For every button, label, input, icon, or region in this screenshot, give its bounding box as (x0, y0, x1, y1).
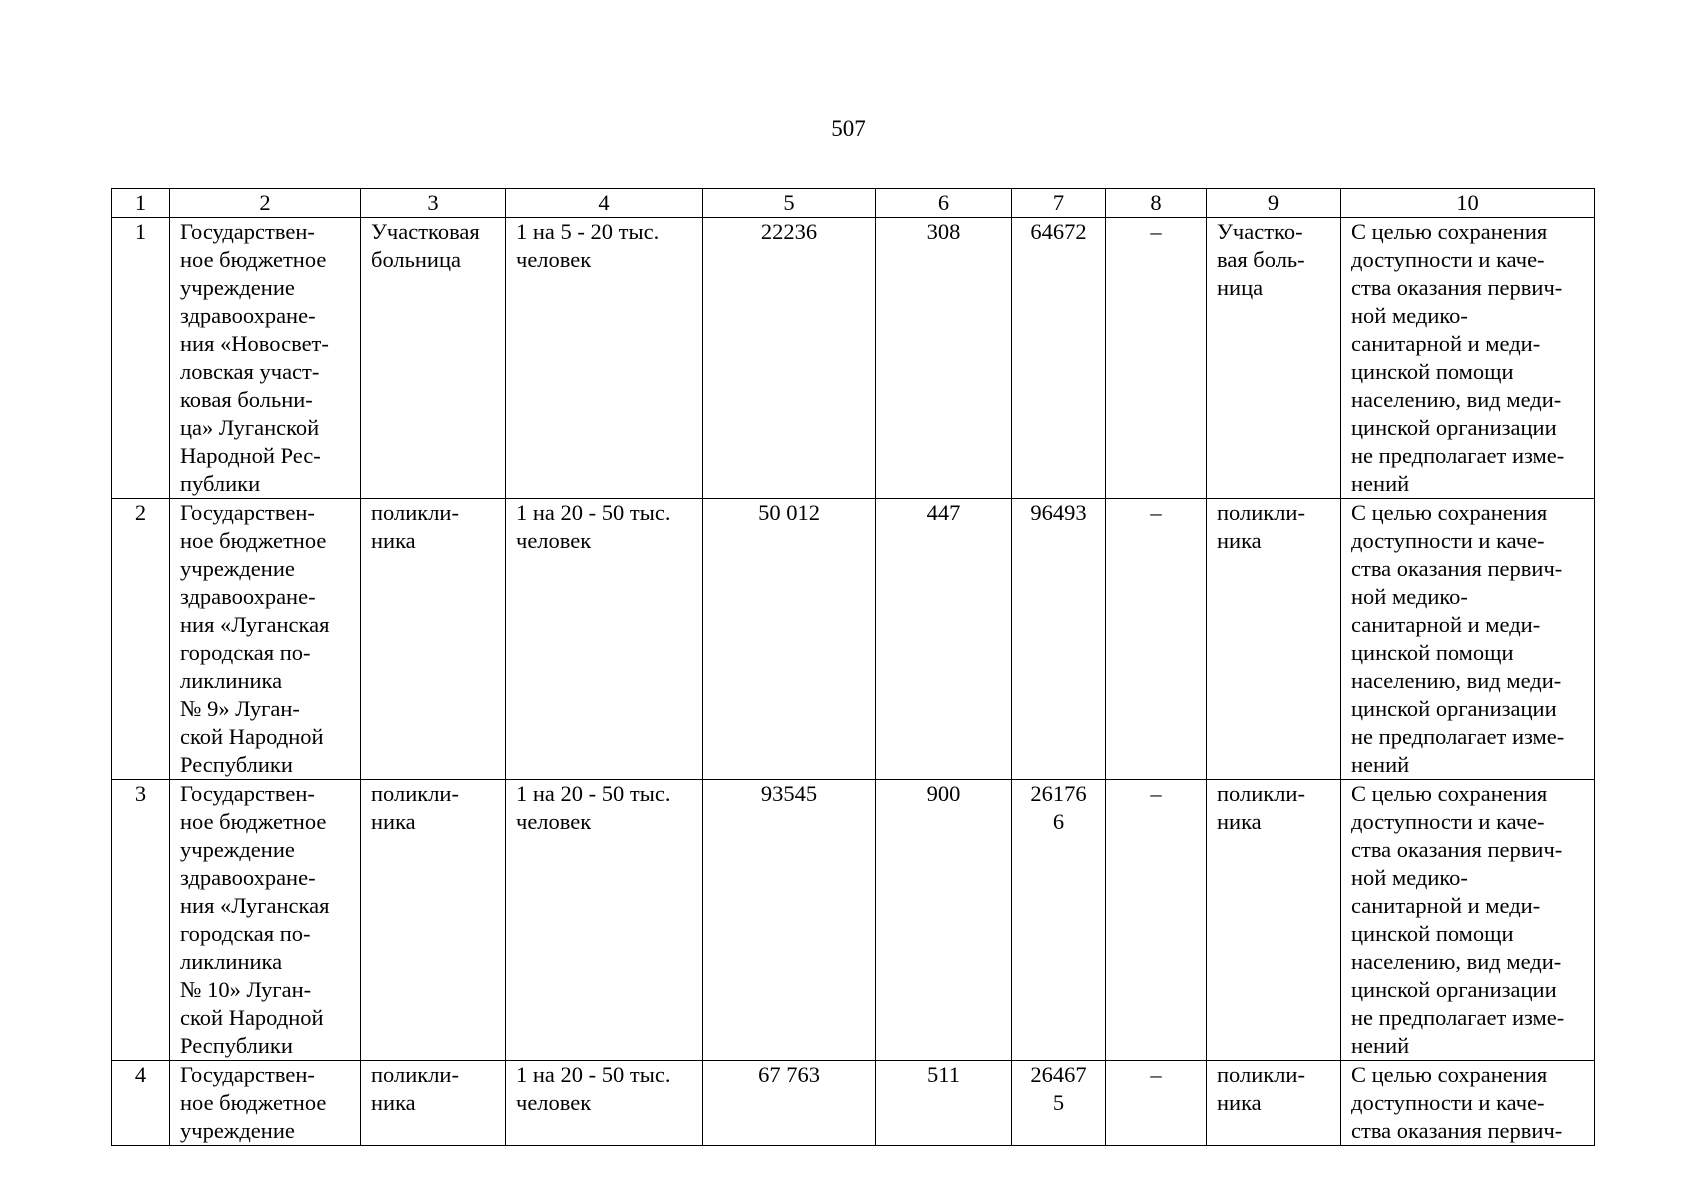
row-number: 3 (112, 780, 170, 1061)
cell-col-8: – (1106, 218, 1207, 499)
institution-type: поликли- ника (361, 780, 506, 1061)
justification: С целью сохранения доступности и каче- ства оказания первич- ной медико- санитарной и меди- цинской помощи населению, вид меди- цинской организации не предполагает изме- нений (1341, 499, 1595, 780)
table-row (112, 780, 1595, 1061)
justification: С целью сохранения доступности и каче- ства оказания первич- ной медико- санитарной и меди- цинской помощи населению, вид меди- цинской организации не предполагает изме- нений (1341, 218, 1595, 499)
page-number: 507 (831, 116, 866, 141)
institution-name: Государствен- ное бюджетное учреждение здравоохране- ния «Луганская городская по- ликлиника № 10» Луган- ской Народной Республики (170, 780, 361, 1061)
table-row (112, 499, 1595, 780)
institution-type: Участковая больница (361, 218, 506, 499)
cell-col-8: – (1106, 499, 1207, 780)
cell-col-5: 93545 (703, 780, 876, 1061)
column-header: 1 (112, 189, 170, 218)
proposed-type: поликли- ника (1207, 499, 1341, 780)
cell-col-5: 22236 (703, 218, 876, 499)
proposed-type: поликли- ника (1207, 780, 1341, 1061)
institution-type: поликли- ника (361, 499, 506, 780)
service-norm: 1 на 20 - 50 тыс. человек (506, 780, 703, 1061)
row-number: 4 (112, 1061, 170, 1146)
column-header: 9 (1207, 189, 1341, 218)
row-number: 2 (112, 499, 170, 780)
proposed-type: Участко- вая боль- ница (1207, 218, 1341, 499)
service-norm: 1 на 20 - 50 тыс. человек (506, 499, 703, 780)
institution-name: Государствен- ное бюджетное учреждение здравоохране- ния «Новосвет- ловская участ- ковая больни- ца» Луганской Народной Рес- публики (170, 218, 361, 499)
cell-col-8: – (1106, 1061, 1207, 1146)
column-header: 8 (1106, 189, 1207, 218)
column-header: 3 (361, 189, 506, 218)
column-header: 5 (703, 189, 876, 218)
cell-col-6: 900 (876, 780, 1012, 1061)
column-header: 6 (876, 189, 1012, 218)
column-header: 4 (506, 189, 703, 218)
institution-name: Государствен- ное бюджетное учреждение здравоохране- ния «Луганская городская по- ликлиника № 9» Луган- ской Народной Республики (170, 499, 361, 780)
row-number: 1 (112, 218, 170, 499)
column-number-row (112, 189, 1595, 218)
column-header: 7 (1012, 189, 1106, 218)
cell-col-8: – (1106, 780, 1207, 1061)
table-row (112, 1061, 1595, 1146)
column-header: 10 (1341, 189, 1595, 218)
cell-col-6: 511 (876, 1061, 1012, 1146)
institution-name: Государствен- ное бюджетное учреждение (170, 1061, 361, 1146)
cell-col-5: 67 763 (703, 1061, 876, 1146)
institutions-table (111, 188, 1595, 1146)
proposed-type: поликли- ника (1207, 1061, 1341, 1146)
cell-col-7: 96493 (1012, 499, 1106, 780)
cell-col-7: 26467 5 (1012, 1061, 1106, 1146)
cell-col-7: 26176 6 (1012, 780, 1106, 1061)
column-header: 2 (170, 189, 361, 218)
cell-col-5: 50 012 (703, 499, 876, 780)
justification: С целью сохранения доступности и каче- ства оказания первич- ной медико- санитарной и меди- цинской помощи населению, вид меди- цинской организации не предполагает изме- нений (1341, 780, 1595, 1061)
institution-type: поликли- ника (361, 1061, 506, 1146)
justification: С целью сохранения доступности и каче- ства оказания первич- (1341, 1061, 1595, 1146)
table-row (112, 218, 1595, 499)
service-norm: 1 на 5 - 20 тыс. человек (506, 218, 703, 499)
cell-col-7: 64672 (1012, 218, 1106, 499)
cell-col-6: 308 (876, 218, 1012, 499)
service-norm: 1 на 20 - 50 тыс. человек (506, 1061, 703, 1146)
cell-col-6: 447 (876, 499, 1012, 780)
